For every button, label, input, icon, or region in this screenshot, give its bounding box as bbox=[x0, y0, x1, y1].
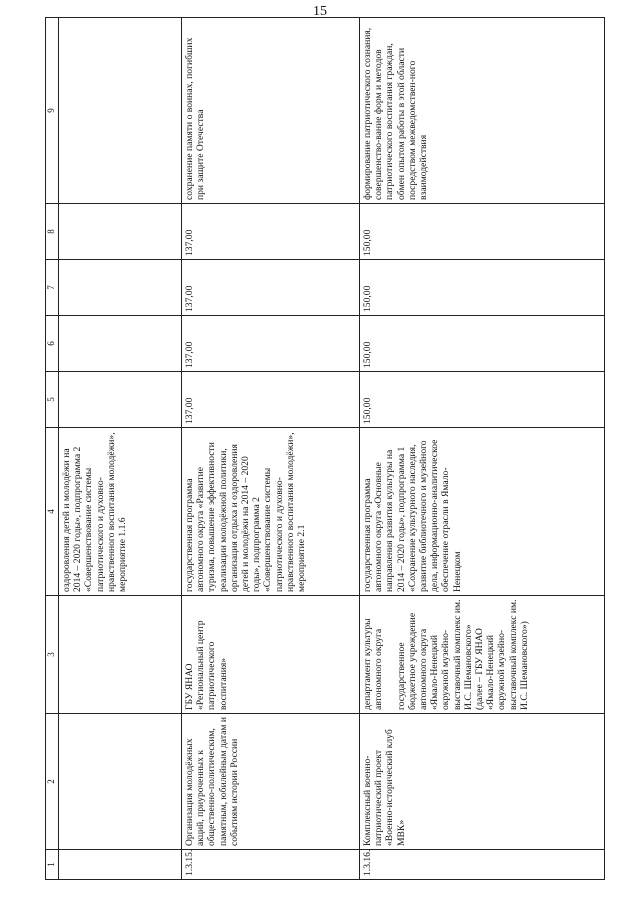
column-header: 7 bbox=[46, 260, 59, 316]
row-number: 1.3.15. bbox=[182, 850, 360, 880]
column-header: 2 bbox=[46, 714, 59, 850]
activity-name: Комплексный военно-патриотический проект «Военно-исторический клуб МВК» bbox=[360, 714, 605, 850]
table-row bbox=[59, 18, 182, 880]
funding-value bbox=[59, 204, 182, 260]
column-header: 1 bbox=[46, 850, 59, 880]
expected-result bbox=[59, 18, 182, 204]
column-header: 9 bbox=[46, 18, 59, 204]
expected-result: формирование патриотического сознания, совершенство-вание форм и методов патриотического воспитания граждан, обмен опытом работы в этой области посредством межведомствен-ного взаимодействия bbox=[360, 18, 605, 204]
page-number: 15 bbox=[313, 4, 327, 19]
funding-value: 150,00 bbox=[360, 372, 605, 428]
row-number bbox=[59, 850, 182, 880]
state-program: государственная программа автономного округа «Развитие туризма, повышение эффективности реализации молодёжной политики, организация отдыха и оздоровления детей и молодёжи на 2014 – 2020 годы», подпрограмма 2 «Совершенствование системы патриотического и духовно-нравственного воспитания молодёжи», мероприятие 2.1 bbox=[182, 428, 360, 596]
column-header: 5 bbox=[46, 372, 59, 428]
funding-value: 150,00 bbox=[360, 316, 605, 372]
funding-value: 137,00 bbox=[182, 316, 360, 372]
program-activities-table bbox=[45, 17, 605, 880]
column-header: 8 bbox=[46, 204, 59, 260]
row-number: 1.3.16. bbox=[360, 850, 605, 880]
funding-value: 137,00 bbox=[182, 372, 360, 428]
column-header: 3 bbox=[46, 596, 59, 714]
funding-value bbox=[59, 316, 182, 372]
state-program: государственная программа автономного округа «Основные направления развития культуры на 2014 – 2020 годы», подпрограмма 1 «Сохранение культурного наследия, развитие библиотечного и музейного дела, информационно-аналитическое обеспечение отрасли в Ямало-Ненецком bbox=[360, 428, 605, 596]
rotated-table-scan bbox=[45, 18, 596, 880]
table-row bbox=[360, 18, 605, 880]
activity-name: Организация молодёжных акций, приуроченных к общественно-политическим, памятным, юбилейным датам и событиям истории России bbox=[182, 714, 360, 850]
column-number-row bbox=[46, 18, 59, 880]
executor: департамент культуры автономного округа государственное бюджетное учреждение автономного округа «Ямало-Ненецкий окружной музейно-выставочный комплекс им. И.С. Шемановского» (далее – ГБУ ЯНАО «Ямало-Ненецкий окружной музейно-выставочный комплекс им. И.С. Шемановского») bbox=[360, 596, 605, 714]
activity-name bbox=[59, 714, 182, 850]
funding-value: 150,00 bbox=[360, 260, 605, 316]
table-row bbox=[182, 18, 360, 880]
executor bbox=[59, 596, 182, 714]
state-program: оздоровления детей и молодёжи на 2014 – 2020 годы», подпрограмма 2 «Совершенствование системы патриотического и духовно-нравственного воспитания молодёжи», мероприятие 1.1.6 bbox=[59, 428, 182, 596]
expected-result: сохранение памяти о воинах, погибших при защите Отечества bbox=[182, 18, 360, 204]
executor: ГБУ ЯНАО «Региональный центр патриотического воспитания» bbox=[182, 596, 360, 714]
funding-value bbox=[59, 260, 182, 316]
funding-value: 150,00 bbox=[360, 204, 605, 260]
column-header: 6 bbox=[46, 316, 59, 372]
column-header: 4 bbox=[46, 428, 59, 596]
funding-value: 137,00 bbox=[182, 204, 360, 260]
funding-value: 137,00 bbox=[182, 260, 360, 316]
funding-value bbox=[59, 372, 182, 428]
